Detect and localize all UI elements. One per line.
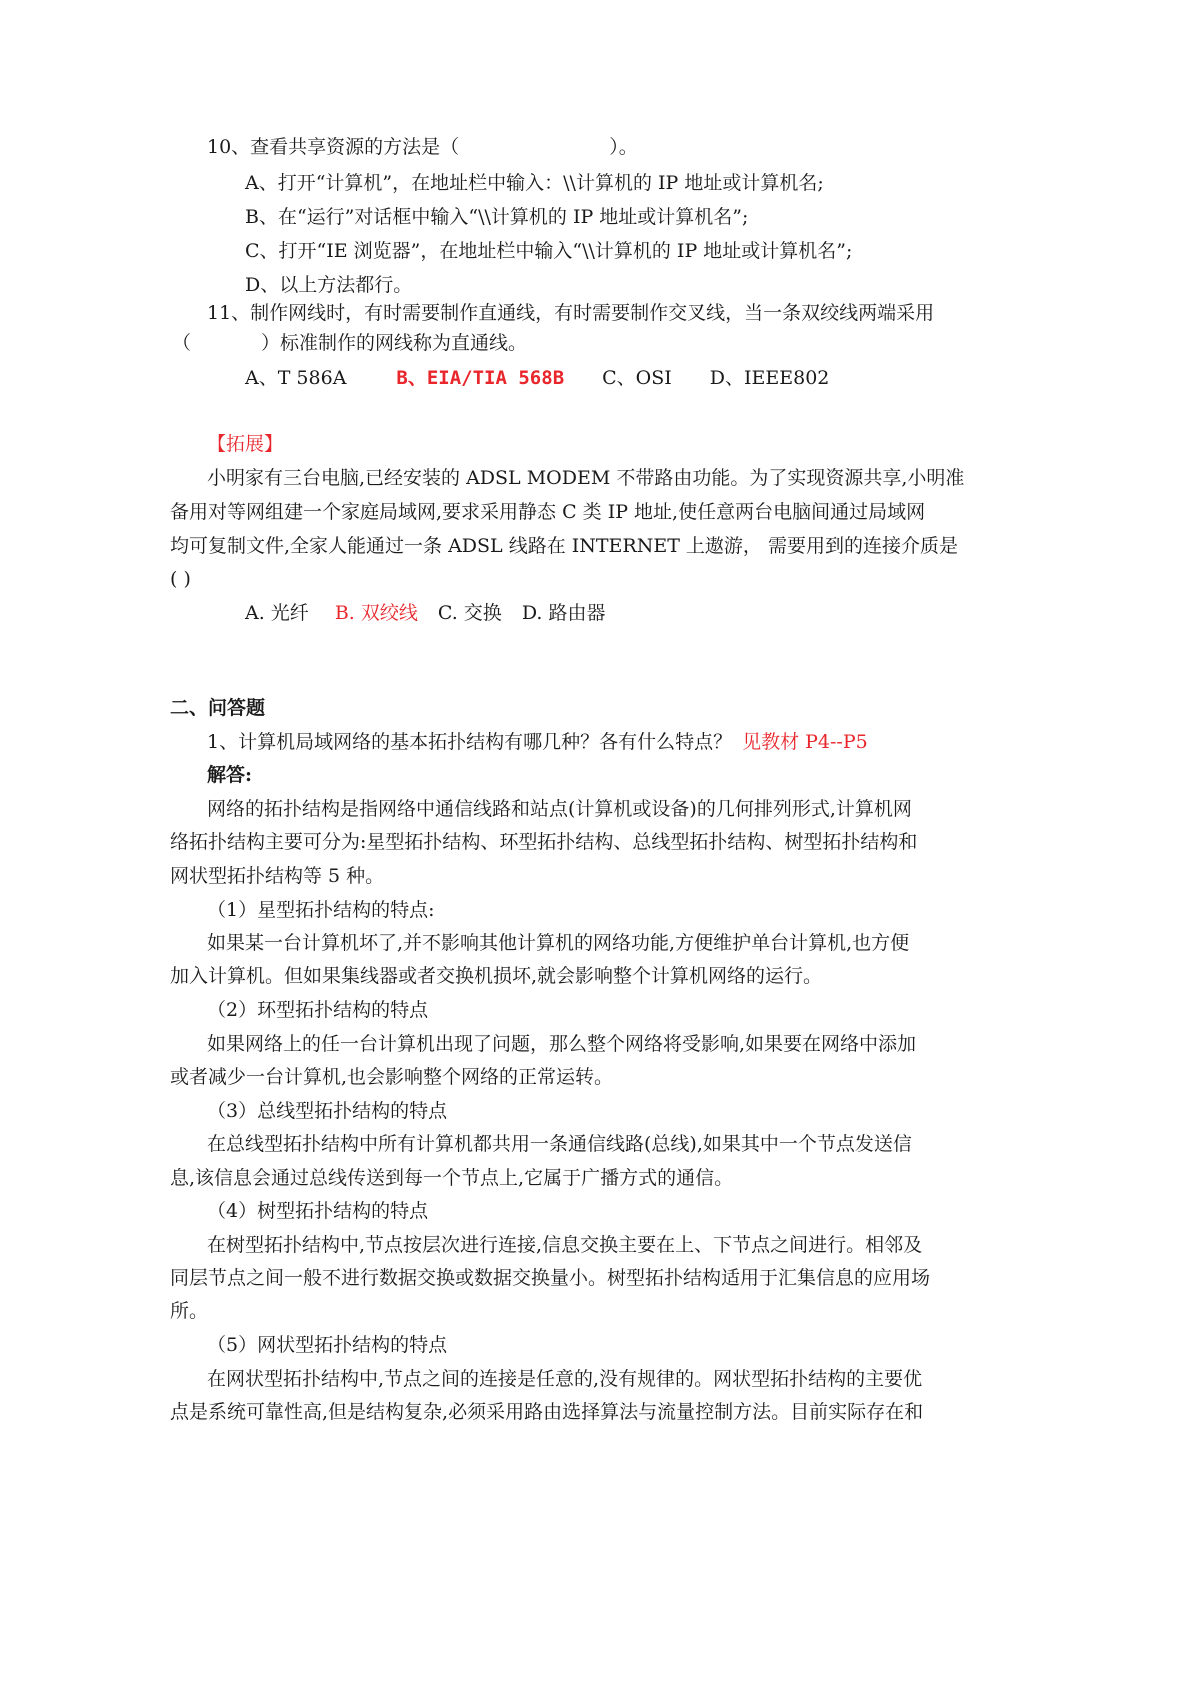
star-topology-line1: 如果某一台计算机坏了,并不影响其他计算机的网络功能,方便维护单台计算机,也方便 xyxy=(207,932,910,954)
q11-stem-line1: 11、制作网线时，有时需要制作直通线，有时需要制作交叉线，当一条双绞线两端采用 xyxy=(207,302,935,324)
q10-option-b: B、在“运行”对话框中输入“\\计算机的 IP 地址或计算机名”; xyxy=(245,206,749,228)
tree-topology-line2: 同层节点之间一般不进行数据交换或数据交换量小。树型拓扑结构适用于汇集信息的应用场 xyxy=(170,1267,931,1289)
ring-topology-line2: 或者减少一台计算机,也会影响整个网络的正常运转。 xyxy=(170,1066,614,1088)
extension-option-a: A. 光纤 xyxy=(245,602,309,624)
section2-q1-reference: 见教材 P4--P5 xyxy=(742,731,868,753)
q11-option-c: C、OSI xyxy=(602,367,672,389)
intro-line3: 网状型拓扑结构等 5 种。 xyxy=(170,865,385,887)
q11-option-b-answer: B、EIA/TIA 568B xyxy=(396,367,565,389)
ring-topology-title: （2）环型拓扑结构的特点 xyxy=(207,999,429,1021)
q10-stem xyxy=(207,134,638,160)
tree-topology-line3: 所。 xyxy=(170,1300,209,1322)
q11-stem-suffix: ）标准制作的网线称为直通线。 xyxy=(261,332,528,354)
extension-option-b-answer: B. 双绞线 xyxy=(334,602,418,624)
q11-option-a: A、T 586A xyxy=(245,367,347,389)
section2-heading: 二、问答题 xyxy=(170,697,266,719)
q11-options xyxy=(245,365,829,391)
star-topology-line2: 加入计算机。但如果集线器或者交换机损坏,就会影响整个计算机网络的运行。 xyxy=(170,965,823,987)
intro-line2: 络拓扑结构主要可分为:星型拓扑结构、环型拓扑结构、总线型拓扑结构、树型拓扑结构和 xyxy=(170,831,918,853)
q10-option-c: C、打开“IE 浏览器”，在地址栏中输入“\\计算机的 IP 地址或计算机名”; xyxy=(245,240,853,262)
extension-paragraph-line4: ( ) xyxy=(170,568,191,590)
extension-option-d: D. 路由器 xyxy=(521,602,606,624)
extension-heading: 【拓展】 xyxy=(207,433,284,455)
bus-topology-line1: 在总线型拓扑结构中所有计算机都共用一条通信线路(总线),如果其中一个节点发送信 xyxy=(207,1133,912,1155)
section2-q1 xyxy=(207,729,868,755)
intro-line1: 网络的拓扑结构是指网络中通信线路和站点(计算机或设备)的几何排列形式,计算机网 xyxy=(207,798,912,820)
q11-paren-open: （ xyxy=(172,332,192,354)
star-topology-title: （1）星型拓扑结构的特点: xyxy=(207,899,435,921)
mesh-topology-title: （5）网状型拓扑结构的特点 xyxy=(207,1334,448,1356)
extension-option-c: C. 交换 xyxy=(437,602,502,624)
ring-topology-line1: 如果网络上的任一台计算机出现了问题，那么整个网络将受影响,如果要在网络中添加 xyxy=(207,1033,917,1055)
q10-stem-suffix: ）。 xyxy=(609,136,638,158)
q10-option-d: D、以上方法都行。 xyxy=(245,274,413,296)
q10-option-a: A、打开“计算机”，在地址栏中输入：\\计算机的 IP 地址或计算机名; xyxy=(245,172,824,194)
bus-topology-title: （3）总线型拓扑结构的特点 xyxy=(207,1100,448,1122)
extension-paragraph-line3: 均可复制文件,全家人能通过一条 ADSL 线路在 INTERNET 上遨游， 需要用到的连接介质是 xyxy=(170,535,958,557)
q11-stem-line2 xyxy=(172,330,527,356)
extension-options xyxy=(245,600,605,626)
tree-topology-title: （4）树型拓扑结构的特点 xyxy=(207,1200,429,1222)
mesh-topology-line2: 点是系统可靠性高,但是结构复杂,必须采用路由选择算法与流量控制方法。目前实际存在和 xyxy=(170,1401,924,1423)
answer-label: 解答: xyxy=(207,764,253,786)
tree-topology-line1: 在树型拓扑结构中,节点按层次进行连接,信息交换主要在上、下节点之间进行。相邻及 xyxy=(207,1234,923,1256)
section2-q1-text: 1、计算机局域网络的基本拓扑结构有哪几种？各有什么特点？ xyxy=(207,731,733,753)
mesh-topology-line1: 在网状型拓扑结构中,节点之间的连接是任意的,没有规律的。网状型拓扑结构的主要优 xyxy=(207,1368,923,1390)
q10-stem-prefix: 10、查看共享资源的方法是（ xyxy=(207,136,460,158)
q11-option-d: D、IEEE802 xyxy=(709,367,830,389)
extension-paragraph-line2: 备用对等网组建一个家庭局域网,要求采用静态 C 类 IP 地址,使任意两台电脑间通过局域网 xyxy=(170,501,926,523)
extension-paragraph-line1: 小明家有三台电脑,已经安装的 ADSL MODEM 不带路由功能。为了实现资源共享,小明准 xyxy=(207,467,965,489)
bus-topology-line2: 息,该信息会通过总线传送到每一个节点上,它属于广播方式的通信。 xyxy=(170,1167,734,1189)
